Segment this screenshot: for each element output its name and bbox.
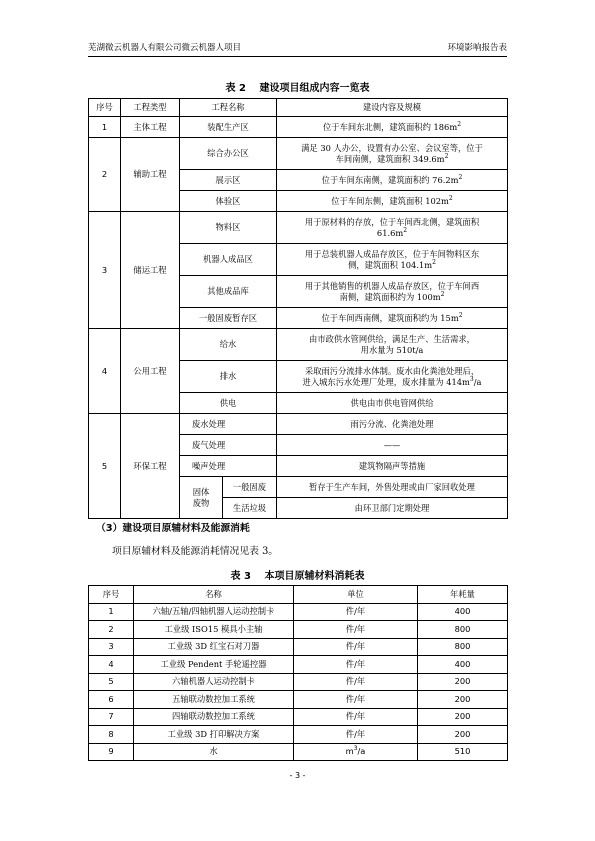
table-row: 1 六轴/五轴/四轴机器人运动控制卡 件/年 400	[89, 603, 508, 621]
section-heading: （3）建设项目原辅材料及能源消耗	[96, 523, 250, 534]
table-row: 其他成品库 用于其他销售的机器人成品存放区，位于车间西 南侧，建筑面积约为 $100m^2$	[89, 276, 508, 308]
paragraph: 项目原辅材料及能源消耗情况见表 3。	[112, 546, 279, 557]
table-row: 噪声处理 建筑物隔声等措施	[89, 456, 508, 477]
table-row: 6 五轴联动数控加工系统 件/年 200	[89, 691, 508, 709]
table-row: 3 工业级 3D 红宝石对刀器 件/年 800	[89, 638, 508, 656]
table-row: 排水 采取雨污分流排水体制。废水由化粪池处理后， 进入城东污水处理厂处理，废水排量为 $414m^3/a$	[89, 361, 508, 393]
th-content: 建设内容及规模	[277, 99, 508, 117]
page-header	[88, 40, 507, 54]
th-qty: 年耗量	[418, 586, 508, 604]
table-row: 4 公用工程 给水 由市政供水管网供给，满足生产、生活需求， 用水量为 510t/a	[89, 329, 508, 361]
th-unit: 单位	[294, 586, 418, 604]
th-name: 工程名称	[180, 99, 277, 117]
header-rule	[88, 56, 507, 57]
table-row: 2 工业级 ISO15 模具小主轴 件/年 800	[89, 621, 508, 639]
table-row: 展示区 位于车间东南侧，建筑面积约 $76.2m^2$	[89, 170, 508, 191]
th-no: 序号	[89, 99, 121, 117]
table-row: 生活垃圾 由环卫部门定期处理	[89, 498, 508, 519]
table-row: 废气处理 ——	[89, 435, 508, 456]
table3-header-row	[89, 586, 508, 604]
th-no: 序号	[89, 586, 134, 604]
table-row: 3 储运工程 物料区 用于原材料的存放，位于车间西北侧，建筑面积 $61.6m^2$	[89, 212, 508, 244]
table-row: 4 工业级 Pendent 手轮遥控器 件/年 400	[89, 656, 508, 674]
materials-table	[88, 585, 508, 761]
table-row: 固体废物 一般固废 暂存于生产车间，外售处理或由厂家回收处理	[89, 477, 508, 498]
th-type: 工程类型	[121, 99, 180, 117]
table-row: 供电 供电由市供电管网供给	[89, 393, 508, 414]
project-composition-table	[88, 98, 508, 519]
table-row: 5 六轴机器人运动控制卡 件/年 200	[89, 673, 508, 691]
table-row: 机器人成品区 用于总装机器人成品存放区，位于车间物料区东 侧，建筑面积 $104.1m^2$	[89, 244, 508, 276]
table2-header-row	[89, 99, 508, 117]
table-row: 2 辅助工程 综合办公区 满足 30 人办公，设置有办公室、会议室等，位于 车间南侧，建筑面积 $349.6m^2$	[89, 138, 508, 170]
table-row: 一般固废暂存区 位于车间西南侧，建筑面积约为 $15m^2$	[89, 308, 508, 329]
table-row: 5 环保工程 废水处理 雨污分流、化粪池处理	[89, 414, 508, 435]
page-number: - 3 -	[289, 771, 306, 780]
header-right: 环境影响报告表	[447, 43, 507, 53]
table-row: 体验区 位于车间东侧，建筑面积 $102m^2$	[89, 191, 508, 212]
table-row: 1 主体工程 装配生产区 位于车间东北侧，建筑面积约 $186m^2$	[89, 117, 508, 138]
header-left: 芜湖微云机器人有限公司微云机器人项目	[88, 43, 242, 53]
table-row: 9 水 $m^3/a$ 510	[89, 743, 508, 761]
table2-caption: 表 2 建设项目组成内容一览表	[225, 83, 370, 94]
th-name: 名称	[134, 586, 294, 604]
table-row: 8 工业级 3D 打印解决方案 件/年 200	[89, 726, 508, 744]
table-row: 7 四轴联动数控加工系统 件/年 200	[89, 708, 508, 726]
table3-caption: 表 3 本项目原辅材料消耗表	[230, 571, 365, 582]
